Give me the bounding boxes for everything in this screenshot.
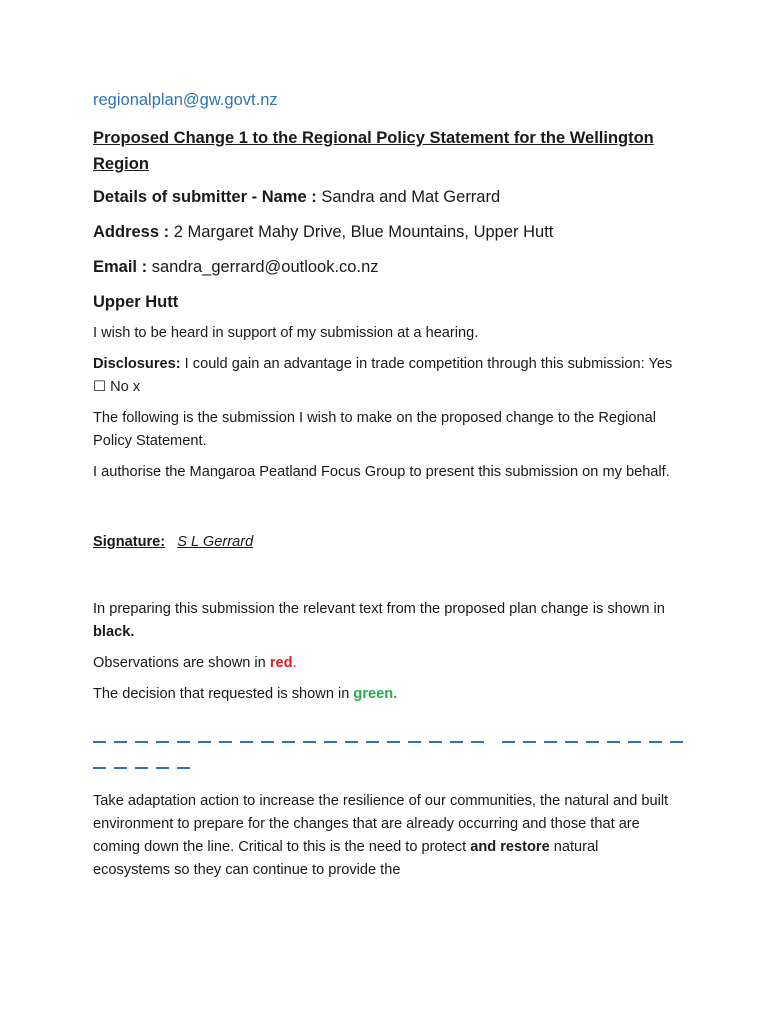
dash-segment	[670, 741, 683, 743]
legend-intro-text: In preparing this submission the relevant text from the proposed plan change is shown in	[93, 601, 665, 617]
dash-segment	[345, 741, 358, 743]
dash-segment	[114, 767, 127, 769]
name-label: Details of submitter - Name :	[93, 188, 317, 206]
dash-segment	[93, 741, 106, 743]
signature-value: S L Gerrard	[177, 534, 254, 550]
dash-segment	[523, 741, 536, 743]
dash-segment	[408, 741, 421, 743]
submitter-address-row	[93, 220, 678, 244]
dash-segment	[135, 741, 148, 743]
legend-red-word: red	[269, 655, 293, 671]
body-paragraph	[93, 790, 678, 882]
hearing-statement: I wish to be heard in support of my submission at a hearing.	[93, 325, 479, 341]
legend-decision-text: The decision that requested is shown in	[93, 686, 350, 702]
email-value: sandra_gerrard@outlook.co.nz	[151, 258, 379, 276]
name-value: Sandra and Mat Gerrard	[321, 188, 501, 206]
legend-black-word: black.	[93, 624, 135, 640]
dash-segment	[471, 741, 484, 743]
legend-decision	[93, 683, 678, 706]
dash-segment	[429, 741, 442, 743]
legend-obs-end: .	[292, 655, 297, 671]
disclosures-text: I could gain an advantage in trade competition through this submission: Yes ☐ No x	[93, 356, 673, 395]
document-title: Proposed Change 1 to the Regional Policy Statement for the Wellington Region	[93, 129, 654, 173]
disclosures-label: Disclosures:	[93, 356, 181, 372]
dash-segment	[177, 767, 190, 769]
dash-segment	[366, 741, 379, 743]
legend-intro	[93, 598, 678, 644]
dash-segment	[565, 741, 578, 743]
legend-green-word: green.	[353, 686, 398, 702]
dash-row-1	[93, 728, 678, 754]
dash-segment	[240, 741, 253, 743]
legend-observations	[93, 652, 678, 675]
dash-segment	[387, 741, 400, 743]
dash-segment	[303, 741, 316, 743]
dash-segment	[177, 741, 190, 743]
dash-segment	[324, 741, 337, 743]
dash-segment	[450, 741, 463, 743]
legend-obs-text: Observations are shown in	[93, 655, 266, 671]
dash-segment	[628, 741, 641, 743]
dash-segment	[544, 741, 557, 743]
submitter-location: Upper Hutt	[93, 293, 179, 311]
following-statement: The following is the submission I wish to make on the proposed change to the Regional Policy Statement.	[93, 410, 656, 449]
submission-email-link[interactable]: regionalplan@gw.govt.nz	[93, 91, 278, 109]
dash-segment	[156, 767, 169, 769]
dash-segment	[135, 767, 148, 769]
body-text-part2: natural ecosystems so they can continue to provide the	[93, 839, 599, 878]
dash-segment	[198, 741, 211, 743]
dash-segment	[156, 741, 169, 743]
address-value: 2 Margaret Mahy Drive, Blue Mountains, Upper Hutt	[173, 223, 554, 241]
submitter-name-row	[93, 185, 678, 209]
email-label: Email :	[93, 258, 148, 276]
dash-segment	[261, 741, 274, 743]
disclosures-statement	[93, 353, 678, 399]
dash-segment	[282, 741, 295, 743]
dash-segment	[649, 741, 662, 743]
dash-segment	[586, 741, 599, 743]
signature-line	[93, 531, 678, 553]
dash-row-2	[93, 754, 678, 780]
dash-segment	[114, 741, 127, 743]
dash-segment	[607, 741, 620, 743]
authorise-statement: I authorise the Mangaroa Peatland Focus Group to present this submission on my behalf.	[93, 464, 670, 480]
body-text-part1: Take adaptation action to increase the resilience of our communities, the natural and built environment to prepare for the changes that are already occurring and those that are coming down the line. Critical to this is the need to protect	[93, 793, 669, 855]
document-page	[93, 88, 678, 890]
signature-label: Signature:	[93, 534, 166, 550]
address-label: Address :	[93, 223, 170, 241]
dashed-separator	[93, 728, 678, 780]
dash-segment	[219, 741, 232, 743]
body-text-bold: and restore	[470, 839, 550, 855]
dash-segment	[502, 741, 515, 743]
submitter-email-row	[93, 255, 678, 279]
dash-segment	[93, 767, 106, 769]
